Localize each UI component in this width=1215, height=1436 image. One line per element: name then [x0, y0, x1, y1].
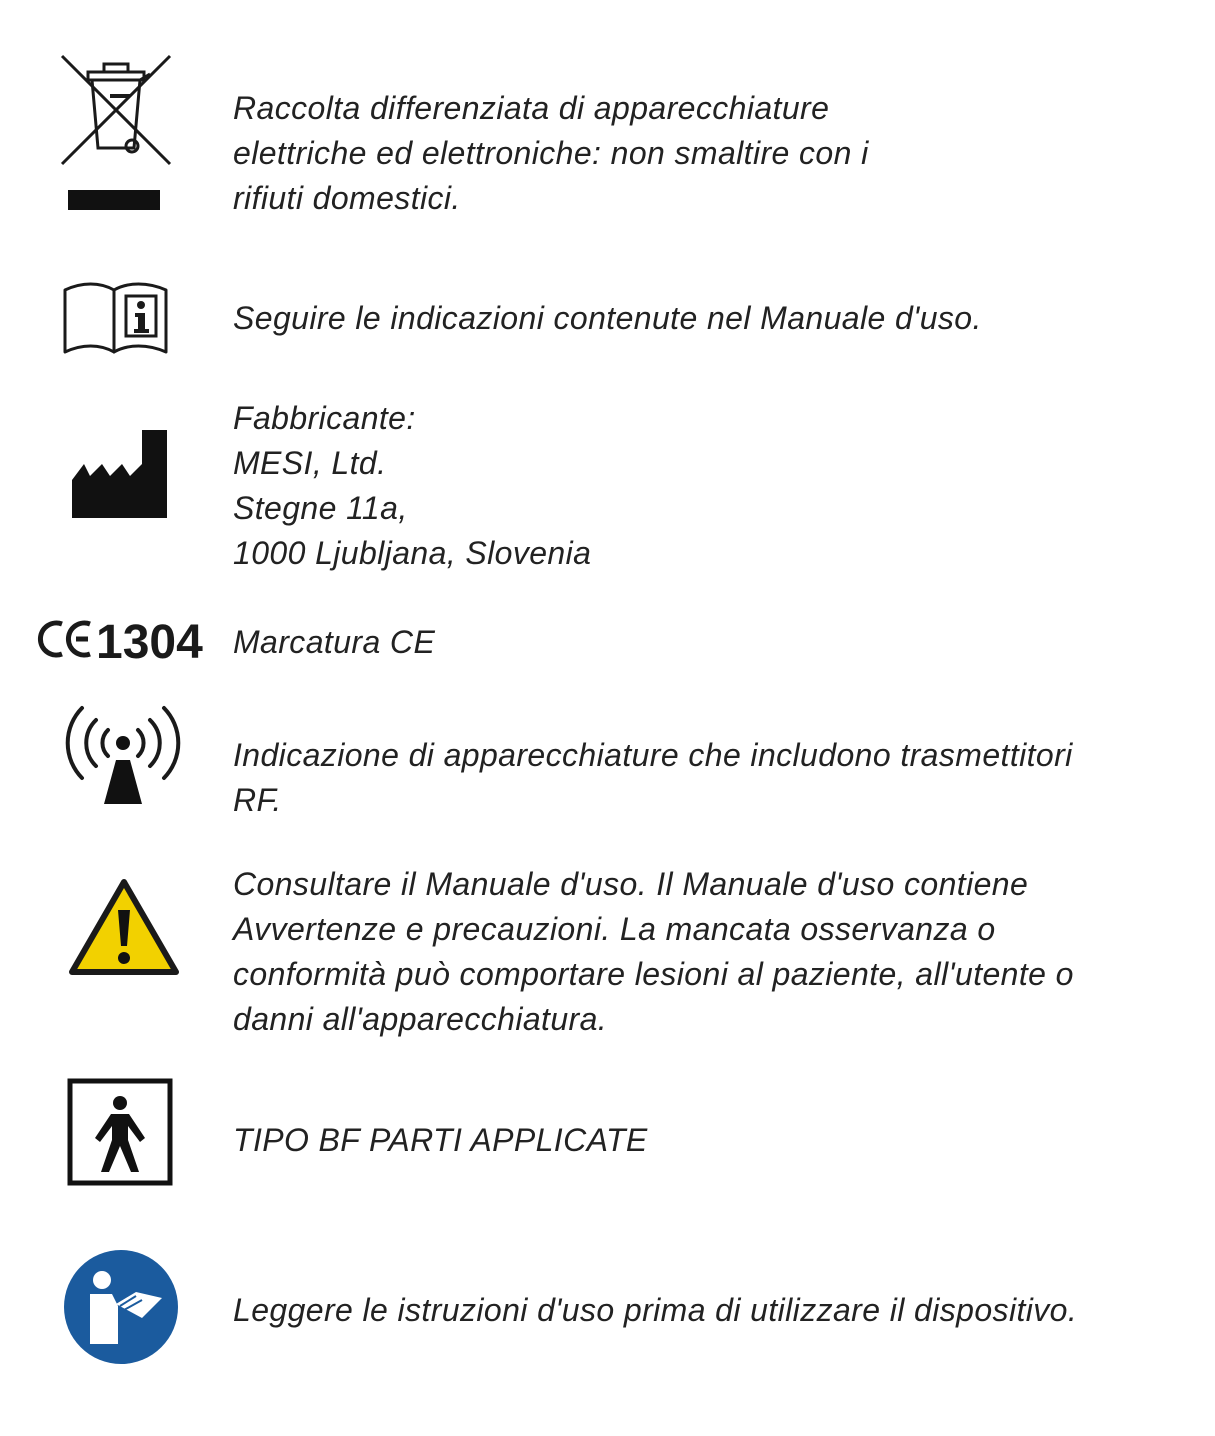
symbol-description — [233, 396, 1193, 576]
description-line: Consultare il Manuale d'uso. Il Manuale d'uso contiene — [233, 866, 1029, 902]
read-instructions-icon — [62, 1248, 180, 1366]
description-line: elettriche ed elettroniche: non smaltire con i — [233, 135, 869, 171]
type-bf-applied-part-icon — [67, 1078, 173, 1186]
info-manual-icon — [62, 280, 170, 356]
description-line: danni all'apparecchiatura. — [233, 1001, 608, 1037]
description-line: RF. — [233, 782, 282, 818]
description-line: MESI, Ltd. — [233, 445, 387, 481]
description-line: Leggere le istruzioni d'uso prima di utilizzare il dispositivo. — [233, 1292, 1078, 1328]
symbol-description — [233, 1118, 1193, 1163]
symbol-description — [233, 733, 1193, 823]
manufacturer-factory-icon — [72, 430, 168, 520]
description-line: Marcatura CE — [233, 624, 436, 660]
description-line: rifiuti domestici. — [233, 180, 461, 216]
ce-notified-body-number: 1304 — [96, 616, 203, 664]
ce-mark-icon — [34, 614, 214, 664]
weee-crossed-bin-icon — [58, 52, 174, 214]
symbol-description — [233, 862, 1193, 1042]
warning-triangle-icon — [66, 876, 182, 978]
symbol-description — [233, 296, 1193, 341]
description-line: Avvertenze e precauzioni. La mancata osservanza o — [233, 911, 996, 947]
description-line: Seguire le indicazioni contenute nel Manuale d'uso. — [233, 300, 982, 336]
description-line: Raccolta differenziata di apparecchiature — [233, 90, 830, 126]
description-line: conformità può comportare lesioni al paziente, all'utente o — [233, 956, 1074, 992]
description-line: Stegne 11a, — [233, 490, 408, 526]
rf-transmitter-icon — [60, 700, 186, 808]
description-line: 1000 Ljubljana, Slovenia — [233, 535, 592, 571]
symbol-description — [233, 86, 1193, 221]
symbol-description — [233, 1288, 1193, 1333]
description-line: Indicazione di apparecchiature che includono trasmettitori — [233, 737, 1073, 773]
symbol-description — [233, 620, 1193, 665]
description-line: Fabbricante: — [233, 400, 416, 436]
description-line: TIPO BF PARTI APPLICATE — [233, 1122, 648, 1158]
